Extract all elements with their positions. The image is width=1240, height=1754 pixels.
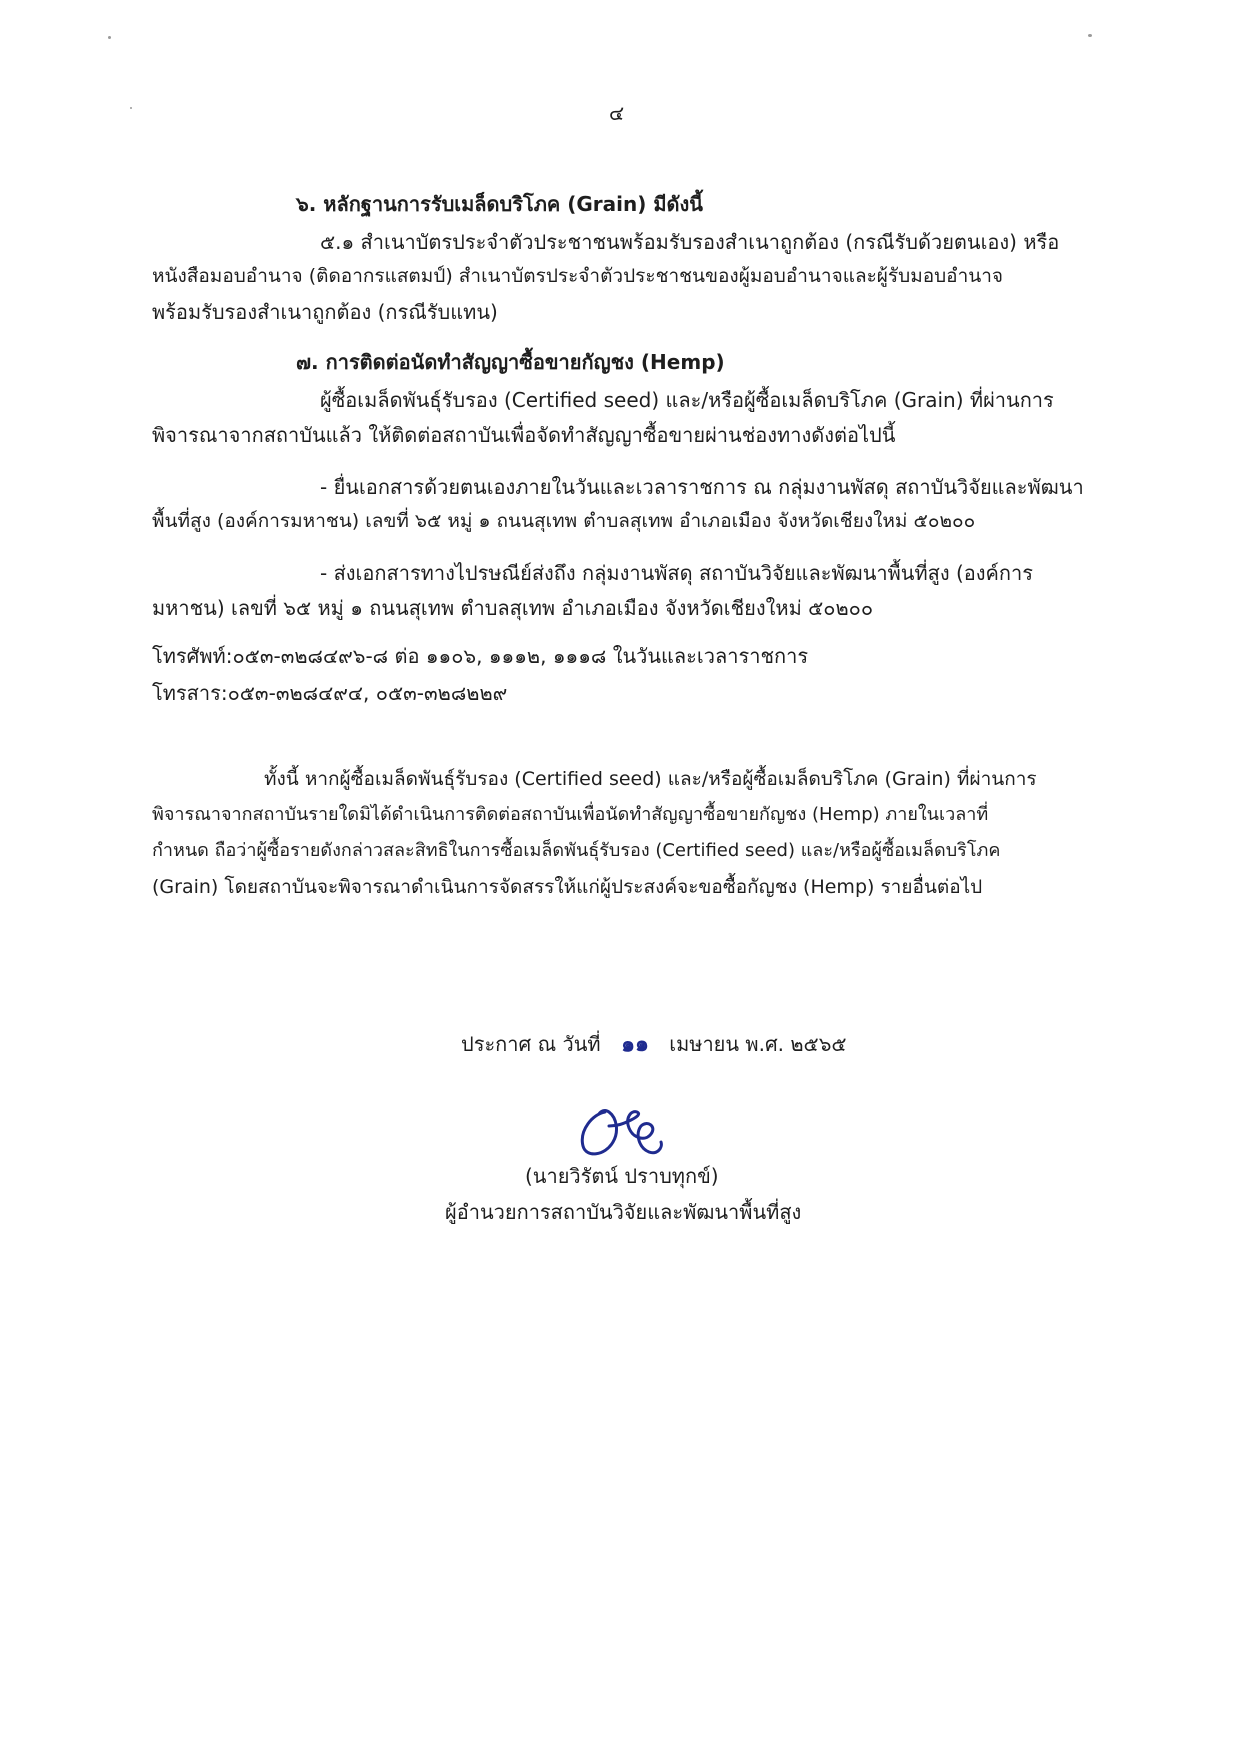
announcement-prefix: ประกาศ ณ วันที่ <box>461 1032 601 1056</box>
announcement-date <box>461 1031 847 1058</box>
scan-speck <box>1088 34 1092 37</box>
closing-line-4: (Grain) โดยสถาบันจะพิจารณาดำเนินการจัดสรรให้แก่ผู้ประสงค์จะขอซื้อกัญชง (Hemp) รายอื่นต่อไป <box>152 876 983 898</box>
scan-speck <box>130 107 132 109</box>
signatory-position: ผู้อำนวยการสถาบันวิจัยและพัฒนาพื้นที่สูง <box>445 1200 802 1224</box>
section-6-line-2: หนังสือมอบอำนาจ (ติดอากรแสตมป์) สำเนาบัตรประจำตัวประชาชนของผู้มอบอำนาจและผู้รับมอบอำนาจ <box>152 265 1004 287</box>
closing-line-3: กำหนด ถือว่าผู้ซื้อรายดังกล่าวสละสิทธิในการซื้อเมล็ดพันธุ์รับรอง (Certified seed) และ/หรือผู้ซื้อเมล็ดบริโภค <box>152 840 1001 861</box>
scan-speck <box>108 36 111 39</box>
page-number: ๔ <box>609 101 625 125</box>
contact-fax: โทรสาร:๐๕๓-๓๒๘๔๙๔, ๐๕๓-๓๒๘๒๒๙ <box>152 681 508 705</box>
section-7-option-2-line-1: - ส่งเอกสารทางไปรษณีย์ส่งถึง กลุ่มงานพัสดุ สถาบันวิจัยและพัฒนาพื้นที่สูง (องค์การ <box>320 561 1034 585</box>
signatory-name: (นายวิรัตน์ ปราบทุกข์) <box>525 1164 719 1188</box>
announcement-suffix: เมษายน พ.ศ. ๒๕๖๕ <box>669 1032 847 1056</box>
section-7-intro-line-2: พิจารณาจากสถาบันแล้ว ให้ติดต่อสถาบันเพื่อจัดทำสัญญาซื้อขายผ่านช่องทางดังต่อไปนี้ <box>152 423 896 447</box>
section-6-heading: ๖. หลักฐานการรับเมล็ดบริโภค (Grain) มีดังนี้ <box>296 192 703 216</box>
line-text: ๕.๑ สำเนาบัตรประจำตัวประชาชนพร้อมรับรองสำเนาถูกต้อง (กรณีรับด้วยตนเอง) หรือ <box>320 230 1060 254</box>
signature <box>575 1096 675 1166</box>
section-7-heading: ๗. การติดต่อนัดทำสัญญาซื้อขายกัญชง (Hemp) <box>296 350 725 374</box>
section-7-option-1-line-1: - ยื่นเอกสารด้วยตนเองภายในวันและเวลาราชการ ณ กลุ่มงานพัสดุ สถาบันวิจัยและพัฒนา <box>320 475 1084 499</box>
section-6-line-3: พร้อมรับรองสำเนาถูกต้อง (กรณีรับแทน) <box>152 300 498 324</box>
contact-phone: โทรศัพท์:๐๕๓-๓๒๘๔๙๖-๘ ต่อ ๑๑๐๖, ๑๑๑๒, ๑๑๑๘ ในวันและเวลาราชการ <box>152 644 809 668</box>
announcement-day: ๑๑ <box>620 1031 650 1058</box>
closing-line-2: พิจารณาจากสถาบันรายใดมิได้ดำเนินการติดต่อสถาบันเพื่อนัดทำสัญญาซื้อขายกัญชง (Hemp) ภายในเวลาที่ <box>152 804 989 825</box>
closing-line-1: ทั้งนี้ หากผู้ซื้อเมล็ดพันธุ์รับรอง (Certified seed) และ/หรือผู้ซื้อเมล็ดบริโภค (Grain) ที่ผ่านการ <box>264 768 1037 790</box>
section-7-option-2-line-2: มหาชน) เลขที่ ๖๕ หมู่ ๑ ถนนสุเทพ ตำบลสุเทพ อำเภอเมือง จังหวัดเชียงใหม่ ๕๐๒๐๐ <box>152 596 874 620</box>
section-7-intro-line-1: ผู้ซื้อเมล็ดพันธุ์รับรอง (Certified seed) และ/หรือผู้ซื้อเมล็ดบริโภค (Grain) ที่ผ่านการ <box>320 388 1054 412</box>
section-7-option-1-line-2: พื้นที่สูง (องค์การมหาชน) เลขที่ ๖๕ หมู่ ๑ ถนนสุเทพ ตำบลสุเทพ อำเภอเมือง จังหวัดเชียงใหม่ ๕๐๒๐๐ <box>152 510 976 532</box>
section-6-line-1 <box>320 232 1099 252</box>
